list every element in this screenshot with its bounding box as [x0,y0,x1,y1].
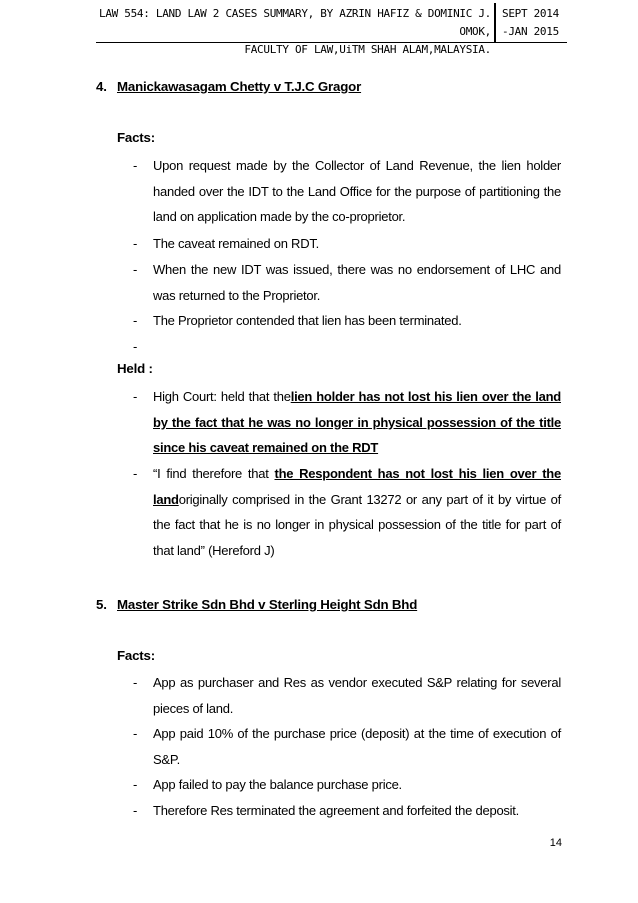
held-1-prefix: High Court: held that the [153,389,291,404]
header-date-1: SEPT 2014 [502,7,559,20]
bullet-dash: - [132,389,138,404]
case-4-heading [96,79,361,94]
bullet-dash: - [132,313,138,328]
case-4-facts-label: Facts: [117,130,155,145]
bullet-dash: - [132,777,138,792]
case-4-held-2 [117,461,561,564]
case-4-number: 4. [96,79,107,94]
bullet-dash: - [132,803,138,818]
case-5-fact-1-text: App as purchaser and Res as vendor executed S&P relating for several pieces of land. [153,675,561,716]
header-title [91,5,491,59]
page-number: 14 [549,837,562,849]
case-5-fact-3-text: App failed to pay the balance purchase price. [153,777,402,792]
case-4-held-2-text [153,461,561,564]
page-header [96,3,567,56]
case-4-fact-3 [117,257,561,308]
held-2-suffix: originally comprised in the Grant 13272 or any part of it by virtue of the fact that he is no longer in physical possession of the title for part of that land” (Hereford J) [153,491,561,559]
case-4-title: Manickawasagam Chetty v T.J.C Gragor [117,79,362,94]
bullet-dash: - [132,466,138,481]
case-4-held-label: Held : [117,361,153,376]
case-5-fact-4 [117,798,561,824]
case-5-fact-3 [117,772,561,798]
case-4-fact-4 [117,308,561,334]
header-date-2: -JAN 2015 [502,25,559,38]
bullet-dash: - [132,158,138,173]
case-5-heading [96,597,417,612]
held-2-emphasis: the Respondent has not lost his lien over the land [153,466,561,507]
case-4-fact-1-text: Upon request made by the Collector of Land Revenue, the lien holder handed over the IDT to the Land Office for the purpose of partitioning the land on application made by the co-proprietor. [153,158,561,225]
header-divider [494,3,496,43]
case-4-fact-4-text: The Proprietor contended that lien has been terminated. [153,313,462,328]
case-4-held-1 [117,384,561,461]
bullet-dash: - [132,236,138,251]
bullet-dash: - [132,726,138,741]
case-4-held-1-text [153,384,561,461]
bullet-dash: - [132,262,138,277]
case-4-fact-3-text: When the new IDT was issued, there was no endorsement of LHC and was returned to the Proprietor. [153,262,561,303]
bullet-dash: - [132,339,138,354]
bullet-dash: - [132,675,138,690]
case-5-fact-2 [117,721,561,772]
held-2-prefix: “I find therefore that [153,466,275,481]
case-5-fact-2-text: App paid 10% of the purchase price (deposit) at the time of execution of S&P. [153,726,561,767]
held-1-emphasis: lien holder has not lost his lien over the land by the fact that he was no longer in physical possession of the title since his caveat remained on the RDT [153,389,561,456]
case-4-fact-1 [117,153,561,230]
case-5-fact-1 [117,670,561,721]
header-line-2: FACULTY OF LAW,UiTM SHAH ALAM,MALAYSIA. [244,43,491,56]
case-5-fact-4-text: Therefore Res terminated the agreement and forfeited the deposit. [153,803,520,818]
header-line-1: LAW 554: LAND LAW 2 CASES SUMMARY, BY AZRIN HAFIZ & DOMINIC J. OMOK, [99,7,491,38]
case-4-fact-2-text: The caveat remained on RDT. [153,236,319,251]
case-5-number: 5. [96,597,107,612]
case-5-facts-label: Facts: [117,648,155,663]
case-5-title: Master Strike Sdn Bhd v Sterling Height Sdn Bhd [117,597,418,612]
header-date [502,5,572,41]
case-4-fact-2 [117,231,561,257]
